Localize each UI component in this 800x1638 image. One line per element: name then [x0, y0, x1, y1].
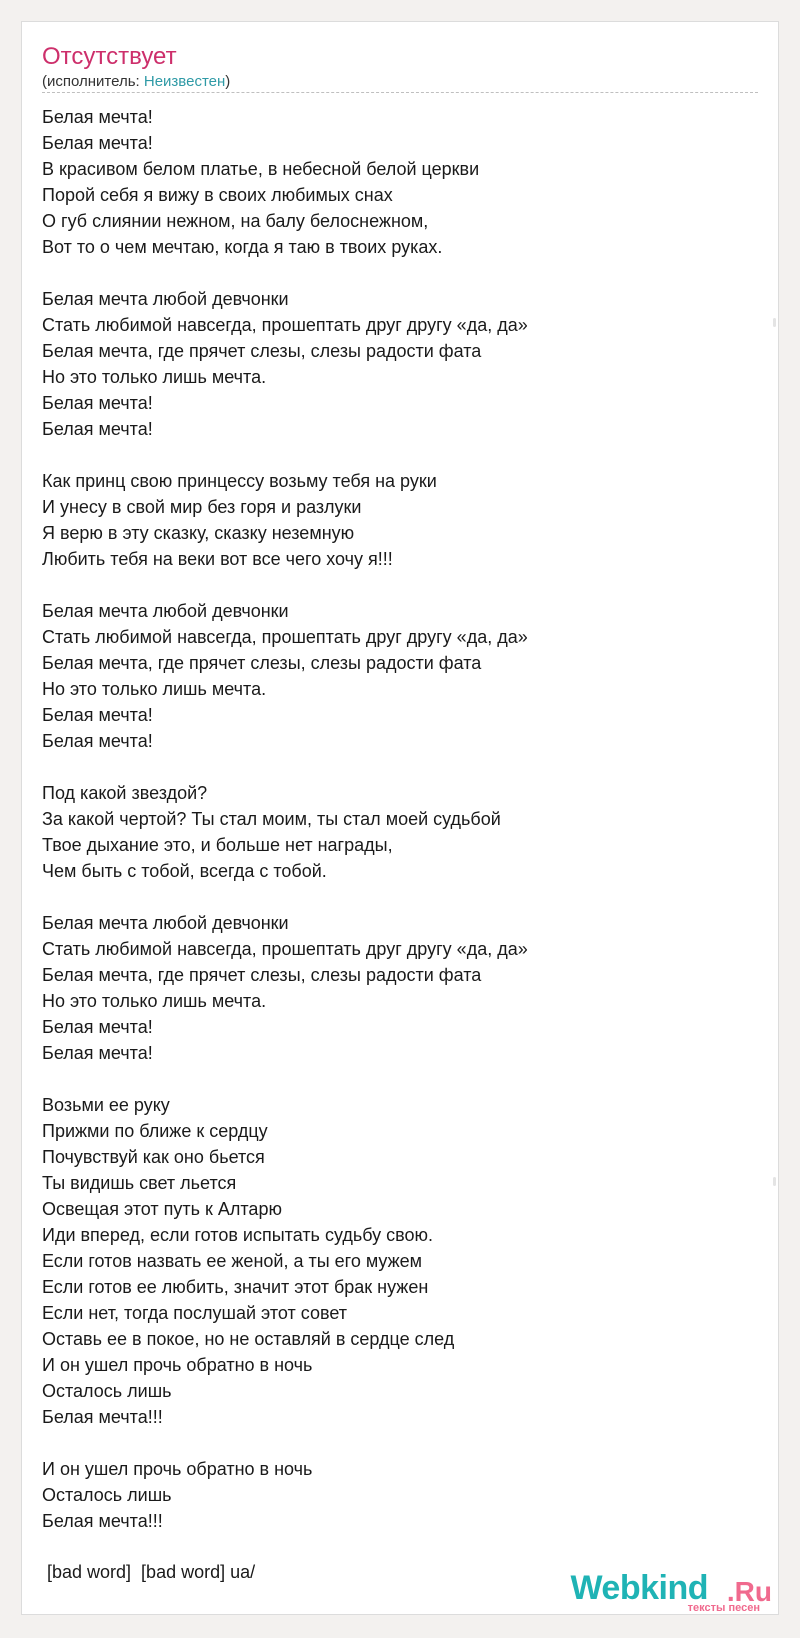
lyric-line: Осталось лишь	[42, 1381, 172, 1401]
lyric-line: Но это только лишь мечта.	[42, 991, 267, 1011]
lyric-line: Почувствуй как оно бьется	[42, 1147, 265, 1167]
lyric-line: О губ слиянии нежном, на балу белоснежном,	[42, 211, 429, 231]
lyric-line: Вот то о чем мечтаю, когда я таю в твоих руках.	[42, 237, 443, 257]
artist-line	[42, 72, 230, 92]
lyric-line: Белая мечта!	[42, 419, 153, 439]
artist-link[interactable]: Неизвестен	[143, 73, 226, 90]
lyric-line: Под какой звездой?	[42, 783, 208, 803]
stanza-break	[42, 572, 758, 598]
artist-prefix: (исполнитель:	[42, 73, 144, 90]
artist-suffix: )	[225, 73, 231, 90]
lyric-line: И унесу в свой мир без горя и разлуки	[42, 497, 362, 517]
lyric-line: И он ушел прочь обратно в ночь	[42, 1459, 313, 1479]
lyric-line: Белая мечта, где прячет слезы, слезы радости фата	[42, 341, 482, 361]
lyric-line: Стать любимой навсегда, прошептать друг другу «да, да»	[42, 315, 528, 335]
brand-tld: .Ru	[726, 1576, 772, 1607]
lyric-line: Порой себя я вижу в своих любимых снах	[42, 185, 393, 205]
lyric-line: Твое дыхание это, и больше нет награды,	[42, 835, 393, 855]
lyric-line: Белая мечта!	[42, 731, 153, 751]
lyric-line: Иди вперед, если готов испытать судьбу свою.	[42, 1225, 434, 1245]
stanza-break	[42, 884, 758, 910]
brand-name: Webkind	[570, 1569, 708, 1607]
song-title: Отсутствует	[42, 43, 177, 70]
lyric-line: Белая мечта!	[42, 1043, 153, 1063]
stanza-break	[42, 1430, 758, 1456]
lyric-line: За какой чертой? Ты стал моим, ты стал моей судьбой	[42, 809, 501, 829]
stanza-break	[42, 260, 758, 286]
lyric-line: И он ушел прочь обратно в ночь	[42, 1355, 313, 1375]
lyric-line: Белая мечта любой девчонки	[42, 289, 289, 309]
lyric-line: Белая мечта!	[42, 1017, 153, 1037]
lyric-line: Если готов ее любить, значит этот брак нужен	[42, 1277, 429, 1297]
lyric-line: Белая мечта!	[42, 705, 153, 725]
lyric-line: Но это только лишь мечта.	[42, 367, 267, 387]
lyric-line: Белая мечта любой девчонки	[42, 913, 289, 933]
lyric-line: Если готов назвать ее женой, а ты его мужем	[42, 1251, 423, 1271]
lyric-line: Как принц свою принцессу возьму тебя на руки	[42, 471, 437, 491]
footer-tags: [bad word] [bad word] ua/	[47, 1562, 256, 1582]
lyrics-text	[42, 104, 758, 1534]
stanza-break	[42, 1066, 758, 1092]
lyric-line: Но это только лишь мечта.	[42, 679, 267, 699]
lyric-line: Чем быть с тобой, всегда с тобой.	[42, 861, 327, 881]
lyric-line: Белая мечта, где прячет слезы, слезы радости фата	[42, 653, 482, 673]
lyric-line: Стать любимой навсегда, прошептать друг другу «да, да»	[42, 627, 528, 647]
stanza-break	[42, 442, 758, 468]
lyric-line: Белая мечта!	[42, 107, 153, 127]
lyric-line: Белая мечта, где прячет слезы, слезы радости фата	[42, 965, 482, 985]
lyric-line: Оставь ее в покое, но не оставляй в сердце след	[42, 1329, 455, 1349]
lyric-line: Белая мечта любой девчонки	[42, 601, 289, 621]
scroll-marker	[773, 318, 776, 327]
lyric-line: Белая мечта!!!	[42, 1407, 163, 1427]
lyric-line: Возьми ее руку	[42, 1095, 170, 1115]
lyric-line: Я верю в эту сказку, сказку неземную	[42, 523, 355, 543]
lyric-line: Освещая этот путь к Алтарю	[42, 1199, 282, 1219]
lyric-line: Любить тебя на веки вот все чего хочу я!!!	[42, 549, 393, 569]
stanza-break	[42, 754, 758, 780]
lyric-line: Белая мечта!	[42, 133, 153, 153]
lyric-line: Белая мечта!!!	[42, 1511, 163, 1531]
lyric-line: Белая мечта!	[42, 393, 153, 413]
lyric-line: В красивом белом платье, в небесной белой церкви	[42, 159, 480, 179]
brand-tagline: тексты песен	[687, 1602, 760, 1614]
lyric-line: Ты видишь свет льется	[42, 1173, 237, 1193]
lyric-line: Если нет, тогда послушай этот совет	[42, 1303, 347, 1323]
lyric-line: Стать любимой навсегда, прошептать друг другу «да, да»	[42, 939, 528, 959]
lyric-line: Осталось лишь	[42, 1485, 172, 1505]
brand-logo[interactable]	[570, 1569, 772, 1614]
lyric-line: Прижми по ближе к сердцу	[42, 1121, 268, 1141]
header-divider	[42, 92, 758, 93]
scroll-marker	[773, 1177, 776, 1186]
